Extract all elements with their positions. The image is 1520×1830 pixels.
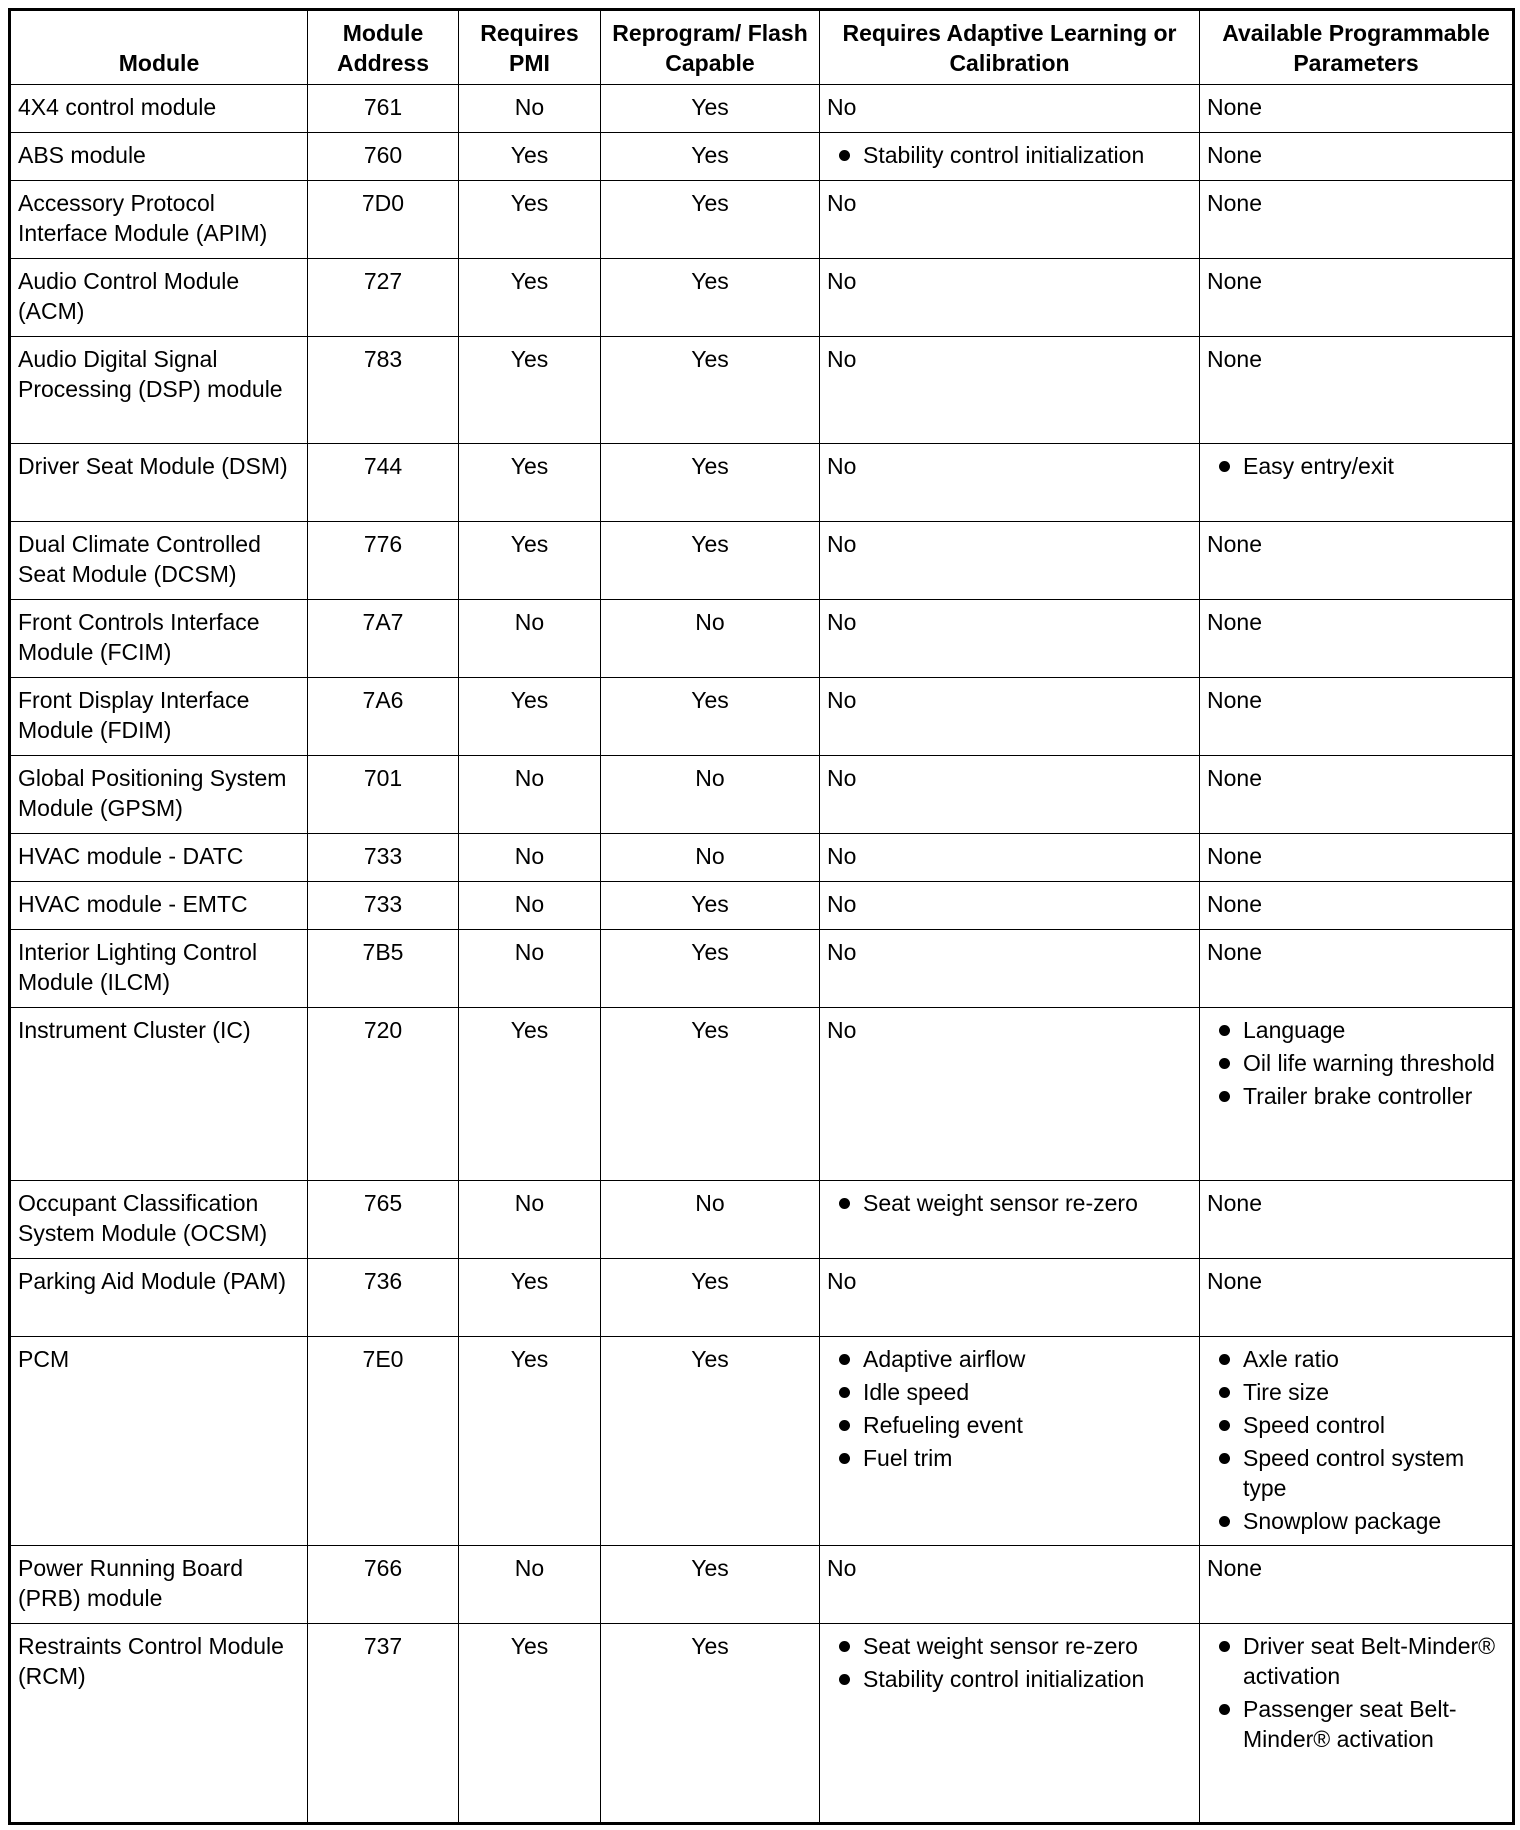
cell-adaptive-learning: No — [820, 444, 1200, 522]
cell-module: Interior Lighting Control Module (ILCM) — [10, 930, 308, 1008]
table-row — [10, 181, 1514, 259]
list-item: Fuel trim — [827, 1443, 1192, 1473]
cell-adaptive-learning: No — [820, 337, 1200, 444]
cell-module-address: 7D0 — [308, 181, 459, 259]
cell-module: Audio Digital Signal Processing (DSP) module — [10, 337, 308, 444]
cell-module-address: 744 — [308, 444, 459, 522]
cell-reprogram-flash: Yes — [601, 133, 820, 181]
cell-requires-pmi: No — [459, 834, 601, 882]
cell-module: PCM — [10, 1337, 308, 1546]
list-item: Snowplow package — [1207, 1506, 1505, 1536]
cell-reprogram-flash: Yes — [601, 181, 820, 259]
cell-requires-pmi: Yes — [459, 444, 601, 522]
cell-module: Parking Aid Module (PAM) — [10, 1259, 308, 1337]
bullet-list — [827, 1188, 1192, 1218]
header-programmable-parameters: Available Programmable Parameters — [1200, 10, 1514, 85]
list-item: Language — [1207, 1015, 1505, 1045]
list-item: Axle ratio — [1207, 1344, 1505, 1374]
list-item: Stability control initialization — [827, 140, 1192, 170]
cell-adaptive-learning: No — [820, 259, 1200, 337]
cell-requires-pmi: Yes — [459, 259, 601, 337]
cell-module-address: 760 — [308, 133, 459, 181]
cell-reprogram-flash: Yes — [601, 259, 820, 337]
cell-requires-pmi: No — [459, 1546, 601, 1624]
cell-module: Restraints Control Module (RCM) — [10, 1624, 308, 1824]
cell-reprogram-flash: Yes — [601, 882, 820, 930]
table-row — [10, 1624, 1514, 1824]
cell-programmable-parameters — [1200, 444, 1514, 522]
cell-adaptive-learning: No — [820, 522, 1200, 600]
cell-programmable-parameters: None — [1200, 85, 1514, 133]
cell-module-address: 7A6 — [308, 678, 459, 756]
bullet-list — [1207, 451, 1505, 481]
cell-module: Front Display Interface Module (FDIM) — [10, 678, 308, 756]
table-row — [10, 882, 1514, 930]
cell-module: Audio Control Module (ACM) — [10, 259, 308, 337]
cell-reprogram-flash: Yes — [601, 1008, 820, 1181]
cell-programmable-parameters: None — [1200, 600, 1514, 678]
list-item: Seat weight sensor re-zero — [827, 1188, 1192, 1218]
cell-module: ABS module — [10, 133, 308, 181]
cell-adaptive-learning: No — [820, 181, 1200, 259]
table-row — [10, 522, 1514, 600]
header-module-address: Module Address — [308, 10, 459, 85]
cell-requires-pmi: No — [459, 600, 601, 678]
cell-adaptive-learning: No — [820, 834, 1200, 882]
cell-module-address: 733 — [308, 882, 459, 930]
list-item: Speed control — [1207, 1410, 1505, 1440]
cell-adaptive-learning: No — [820, 85, 1200, 133]
cell-module-address: 783 — [308, 337, 459, 444]
cell-programmable-parameters: None — [1200, 834, 1514, 882]
table-row — [10, 678, 1514, 756]
list-item: Seat weight sensor re-zero — [827, 1631, 1192, 1661]
cell-module: Accessory Protocol Interface Module (APIM) — [10, 181, 308, 259]
cell-reprogram-flash: Yes — [601, 1624, 820, 1824]
list-item: Trailer brake controller — [1207, 1081, 1505, 1111]
cell-module: Occupant Classification System Module (OCSM) — [10, 1181, 308, 1259]
table-row — [10, 1337, 1514, 1546]
header-reprogram-flash: Reprogram/ Flash Capable — [601, 10, 820, 85]
list-item: Passenger seat Belt-Minder® activation — [1207, 1694, 1505, 1754]
cell-module-address: 7B5 — [308, 930, 459, 1008]
cell-reprogram-flash: Yes — [601, 930, 820, 1008]
cell-adaptive-learning: No — [820, 756, 1200, 834]
cell-requires-pmi: No — [459, 882, 601, 930]
cell-adaptive-learning — [820, 1181, 1200, 1259]
cell-adaptive-learning: No — [820, 678, 1200, 756]
cell-module-address: 776 — [308, 522, 459, 600]
cell-module: Dual Climate Controlled Seat Module (DCSM) — [10, 522, 308, 600]
cell-requires-pmi: Yes — [459, 181, 601, 259]
cell-programmable-parameters: None — [1200, 133, 1514, 181]
list-item: Oil life warning threshold — [1207, 1048, 1505, 1078]
list-item: Adaptive airflow — [827, 1344, 1192, 1374]
cell-adaptive-learning: No — [820, 1008, 1200, 1181]
cell-reprogram-flash: No — [601, 756, 820, 834]
header-requires-pmi: Requires PMI — [459, 10, 601, 85]
cell-module-address: 736 — [308, 1259, 459, 1337]
cell-adaptive-learning: No — [820, 1546, 1200, 1624]
cell-requires-pmi: No — [459, 930, 601, 1008]
cell-module-address: 7A7 — [308, 600, 459, 678]
cell-adaptive-learning — [820, 133, 1200, 181]
cell-adaptive-learning: No — [820, 882, 1200, 930]
table-row — [10, 930, 1514, 1008]
cell-module: HVAC module - EMTC — [10, 882, 308, 930]
cell-programmable-parameters: None — [1200, 882, 1514, 930]
cell-module: Global Positioning System Module (GPSM) — [10, 756, 308, 834]
list-item: Refueling event — [827, 1410, 1192, 1440]
bullet-list — [1207, 1631, 1505, 1754]
module-table — [8, 8, 1515, 1825]
cell-module: Driver Seat Module (DSM) — [10, 444, 308, 522]
table-row — [10, 85, 1514, 133]
cell-reprogram-flash: Yes — [601, 337, 820, 444]
cell-adaptive-learning — [820, 1624, 1200, 1824]
table-row — [10, 337, 1514, 444]
cell-requires-pmi: Yes — [459, 1259, 601, 1337]
cell-programmable-parameters: None — [1200, 1259, 1514, 1337]
cell-module: Instrument Cluster (IC) — [10, 1008, 308, 1181]
cell-module: HVAC module - DATC — [10, 834, 308, 882]
cell-requires-pmi: Yes — [459, 678, 601, 756]
cell-reprogram-flash: Yes — [601, 1259, 820, 1337]
cell-adaptive-learning: No — [820, 600, 1200, 678]
cell-reprogram-flash: Yes — [601, 678, 820, 756]
cell-requires-pmi: No — [459, 85, 601, 133]
bullet-list — [827, 1344, 1192, 1473]
bullet-list — [827, 1631, 1192, 1694]
cell-module-address: 720 — [308, 1008, 459, 1181]
cell-module-address: 766 — [308, 1546, 459, 1624]
cell-requires-pmi: No — [459, 756, 601, 834]
cell-module-address: 737 — [308, 1624, 459, 1824]
table-row — [10, 1181, 1514, 1259]
list-item: Easy entry/exit — [1207, 451, 1505, 481]
bullet-list — [1207, 1344, 1505, 1536]
cell-programmable-parameters — [1200, 1624, 1514, 1824]
cell-module: 4X4 control module — [10, 85, 308, 133]
cell-reprogram-flash: Yes — [601, 1337, 820, 1546]
cell-module-address: 7E0 — [308, 1337, 459, 1546]
header-adaptive-learning: Requires Adaptive Learning or Calibration — [820, 10, 1200, 85]
header-row — [10, 10, 1514, 85]
table-row — [10, 1259, 1514, 1337]
cell-module-address: 761 — [308, 85, 459, 133]
cell-module-address: 701 — [308, 756, 459, 834]
table-row — [10, 1008, 1514, 1181]
cell-requires-pmi: Yes — [459, 133, 601, 181]
cell-adaptive-learning: No — [820, 1259, 1200, 1337]
table-row — [10, 1546, 1514, 1624]
cell-programmable-parameters: None — [1200, 1546, 1514, 1624]
cell-programmable-parameters: None — [1200, 756, 1514, 834]
cell-reprogram-flash: No — [601, 1181, 820, 1259]
table-row — [10, 600, 1514, 678]
table-row — [10, 444, 1514, 522]
cell-adaptive-learning: No — [820, 930, 1200, 1008]
bullet-list — [1207, 1015, 1505, 1111]
cell-programmable-parameters: None — [1200, 678, 1514, 756]
cell-reprogram-flash: No — [601, 600, 820, 678]
cell-requires-pmi: Yes — [459, 1624, 601, 1824]
cell-programmable-parameters: None — [1200, 1181, 1514, 1259]
cell-programmable-parameters — [1200, 1008, 1514, 1181]
cell-programmable-parameters: None — [1200, 337, 1514, 444]
header-module: Module — [10, 10, 308, 85]
cell-requires-pmi: Yes — [459, 1337, 601, 1546]
bullet-list — [827, 140, 1192, 170]
cell-requires-pmi: Yes — [459, 1008, 601, 1181]
cell-module: Power Running Board (PRB) module — [10, 1546, 308, 1624]
cell-requires-pmi: Yes — [459, 337, 601, 444]
cell-module-address: 733 — [308, 834, 459, 882]
cell-adaptive-learning — [820, 1337, 1200, 1546]
cell-module-address: 765 — [308, 1181, 459, 1259]
cell-reprogram-flash: No — [601, 834, 820, 882]
table-row — [10, 133, 1514, 181]
cell-programmable-parameters: None — [1200, 259, 1514, 337]
cell-programmable-parameters: None — [1200, 522, 1514, 600]
table-row — [10, 834, 1514, 882]
list-item: Speed control system type — [1207, 1443, 1505, 1503]
list-item: Stability control initialization — [827, 1664, 1192, 1694]
list-item: Driver seat Belt-Minder® activation — [1207, 1631, 1505, 1691]
cell-requires-pmi: Yes — [459, 522, 601, 600]
cell-programmable-parameters — [1200, 1337, 1514, 1546]
cell-requires-pmi: No — [459, 1181, 601, 1259]
cell-reprogram-flash: Yes — [601, 1546, 820, 1624]
table-row — [10, 259, 1514, 337]
cell-module-address: 727 — [308, 259, 459, 337]
cell-reprogram-flash: Yes — [601, 85, 820, 133]
cell-programmable-parameters: None — [1200, 930, 1514, 1008]
list-item: Idle speed — [827, 1377, 1192, 1407]
cell-module: Front Controls Interface Module (FCIM) — [10, 600, 308, 678]
table-row — [10, 756, 1514, 834]
cell-reprogram-flash: Yes — [601, 444, 820, 522]
cell-programmable-parameters: None — [1200, 181, 1514, 259]
cell-reprogram-flash: Yes — [601, 522, 820, 600]
list-item: Tire size — [1207, 1377, 1505, 1407]
